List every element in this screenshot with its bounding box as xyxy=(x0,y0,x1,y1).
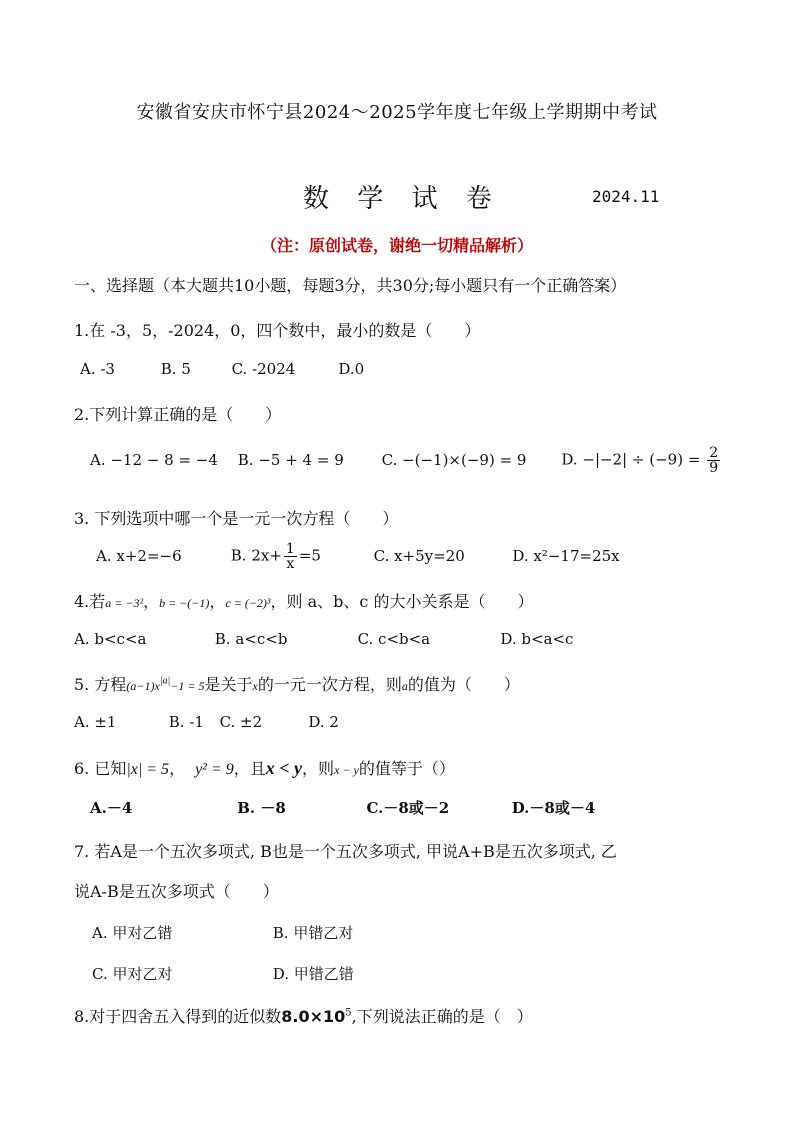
q4-condition-c: c = (−2)³ xyxy=(225,596,271,610)
q3-option-b[interactable] xyxy=(231,542,369,571)
q6-option-d[interactable]: D.－8或－4 xyxy=(511,799,596,817)
q2-option-d[interactable] xyxy=(561,446,722,475)
q5-equation-tail: −1 = 5 xyxy=(170,679,205,693)
q7-option-c[interactable]: C. 甲对乙对 xyxy=(92,965,173,983)
q5-option-c[interactable]: C. ±2 xyxy=(219,713,263,731)
exam-title: 安徽省安庆市怀宁县2024～2025学年度七年级上学期期中考试 xyxy=(136,102,658,123)
q6-suffix: 的值等于（） xyxy=(358,759,455,778)
question-8-stem xyxy=(74,1004,533,1027)
q4-condition-b: b = −(−1) xyxy=(159,596,210,610)
question-7-options-row2 xyxy=(92,963,354,984)
fraction-denominator: 9 xyxy=(709,460,719,476)
question-3-options xyxy=(96,542,620,571)
q3-option-b-tail: =5 xyxy=(298,546,321,565)
question-7-stem-line1: 7. 若A是一个五次多项式, B也是一个五次多项式, 甲说A+B是五次多项式, 乙 xyxy=(74,842,617,861)
q6-option-c[interactable]: C.－8或－2 xyxy=(366,799,450,817)
q6-mid2: ，则 xyxy=(302,759,335,778)
q3-option-b-fraction xyxy=(284,542,297,571)
q2-option-c[interactable]: C. −(−1)×(−9) = 9 xyxy=(381,450,527,469)
q5-suffix: 的值为（ ） xyxy=(407,675,520,694)
q6-option-a[interactable]: A.－4 xyxy=(90,799,133,817)
q2-option-d-text: D. −|−2| ÷ (−9) = xyxy=(561,450,706,469)
q6-prefix: 6. 已知 xyxy=(74,759,127,778)
question-6-stem: 6. 已知|x| = 5， y² = 9，且x < y，则x − y的值等于（） xyxy=(74,758,455,778)
q3-option-d[interactable]: D. x²−17=25x xyxy=(512,546,620,565)
q4-option-d[interactable]: D. b<a<c xyxy=(500,630,574,648)
q6-condition-2: y² = 9 xyxy=(195,761,234,778)
q6-option-b[interactable]: B. －8 xyxy=(237,799,286,817)
q4-condition-a: a = −3² xyxy=(105,596,144,610)
q5-mid: 是关于 xyxy=(204,675,253,694)
q2-option-b[interactable]: B. −5 + 4 = 9 xyxy=(237,450,344,469)
q8-exponent: 5 xyxy=(345,1007,352,1019)
question-3-stem: 3. 下列选项中哪一个是一元一次方程（ ） xyxy=(74,509,399,528)
fraction-numerator: 2 xyxy=(709,445,719,461)
question-7-stem-line2: 说A-B是五次多项式（ ） xyxy=(74,882,279,901)
q5-exponent: |a| xyxy=(159,675,171,687)
q3-option-a[interactable]: A. x+2=−6 xyxy=(96,546,182,565)
q4-suffix: ，则 a、b、c 的大小关系是（ ） xyxy=(270,592,534,611)
fraction-numerator: 1 xyxy=(285,541,295,557)
q1-option-a[interactable]: A. -3 xyxy=(80,360,115,378)
q4-prefix: 4.若 xyxy=(74,592,106,611)
subject-title: 数 学 试 卷 xyxy=(303,184,502,214)
q6-mid: ，且 xyxy=(233,759,266,778)
q4-option-a[interactable]: A. b<c<a xyxy=(74,630,147,648)
q5-option-b[interactable]: B. -1 xyxy=(168,713,204,731)
q1-option-c[interactable]: C. -2024 xyxy=(231,360,296,378)
question-4-options xyxy=(74,630,573,648)
q1-option-b[interactable]: B. 5 xyxy=(160,360,191,378)
question-2-stem: 2.下列计算正确的是（ ） xyxy=(74,405,282,424)
exam-date: 2024.11 xyxy=(592,187,660,206)
q5-option-a[interactable]: A. ±1 xyxy=(74,713,117,731)
q7-option-a[interactable]: A. 甲对乙错 xyxy=(92,924,173,942)
question-7-options-row1 xyxy=(92,922,353,943)
question-5-stem xyxy=(74,672,520,695)
fraction-denominator: x xyxy=(286,556,295,572)
q2-option-d-fraction xyxy=(707,446,720,475)
question-5-options xyxy=(74,713,339,731)
q6-condition-3: x < y xyxy=(265,758,303,778)
question-1-options xyxy=(80,360,364,378)
q8-prefix: 8.对于四舍五入得到的近似数 xyxy=(74,1007,282,1026)
q5-equation: (a−1)x xyxy=(126,679,160,693)
q7-option-d[interactable]: D. 甲错乙错 xyxy=(272,965,354,983)
q5-var-x: x xyxy=(252,679,258,693)
q2-option-a[interactable]: A. −12 − 8 = −4 xyxy=(90,450,218,469)
q8-suffix: ,下列说法正确的是（ ） xyxy=(351,1007,533,1026)
question-1-stem: 1.在 -3，5，-2024，0，四个数中，最小的数是（ ） xyxy=(74,321,481,340)
q1-option-d[interactable]: D.0 xyxy=(338,360,365,378)
q5-option-d[interactable]: D. 2 xyxy=(308,713,339,731)
question-2-options xyxy=(90,446,722,475)
q5-prefix: 5. 方程 xyxy=(74,675,127,694)
q4-option-b[interactable]: B. a<c<b xyxy=(214,630,288,648)
copyright-note: （注：原创试卷，谢绝一切精品解析） xyxy=(260,236,533,255)
q7-option-b[interactable]: B. 甲错乙对 xyxy=(272,924,354,942)
q6-expression: x − y xyxy=(334,763,359,777)
q8-number: 8.0×10 xyxy=(281,1007,346,1026)
q6-condition-1: |x| = 5 xyxy=(126,761,170,778)
q3-option-b-text: B. 2x+ xyxy=(230,546,282,565)
section-heading: 一、选择题（本大题共10小题，每题3分，共30分;每小题只有一个正确答案） xyxy=(74,276,627,295)
q5-var-a: a xyxy=(401,679,408,693)
question-4-stem: 4.若a = −3²，b = −(−1)，c = (−2)³，则 a、b、c 的大小关系是（ ） xyxy=(74,592,534,611)
q5-mid2: 的一元一次方程，则 xyxy=(257,675,402,694)
q3-option-c[interactable]: C. x+5y=20 xyxy=(373,546,465,565)
question-6-options xyxy=(90,797,595,818)
q4-option-c[interactable]: C. c<b<a xyxy=(357,630,431,648)
